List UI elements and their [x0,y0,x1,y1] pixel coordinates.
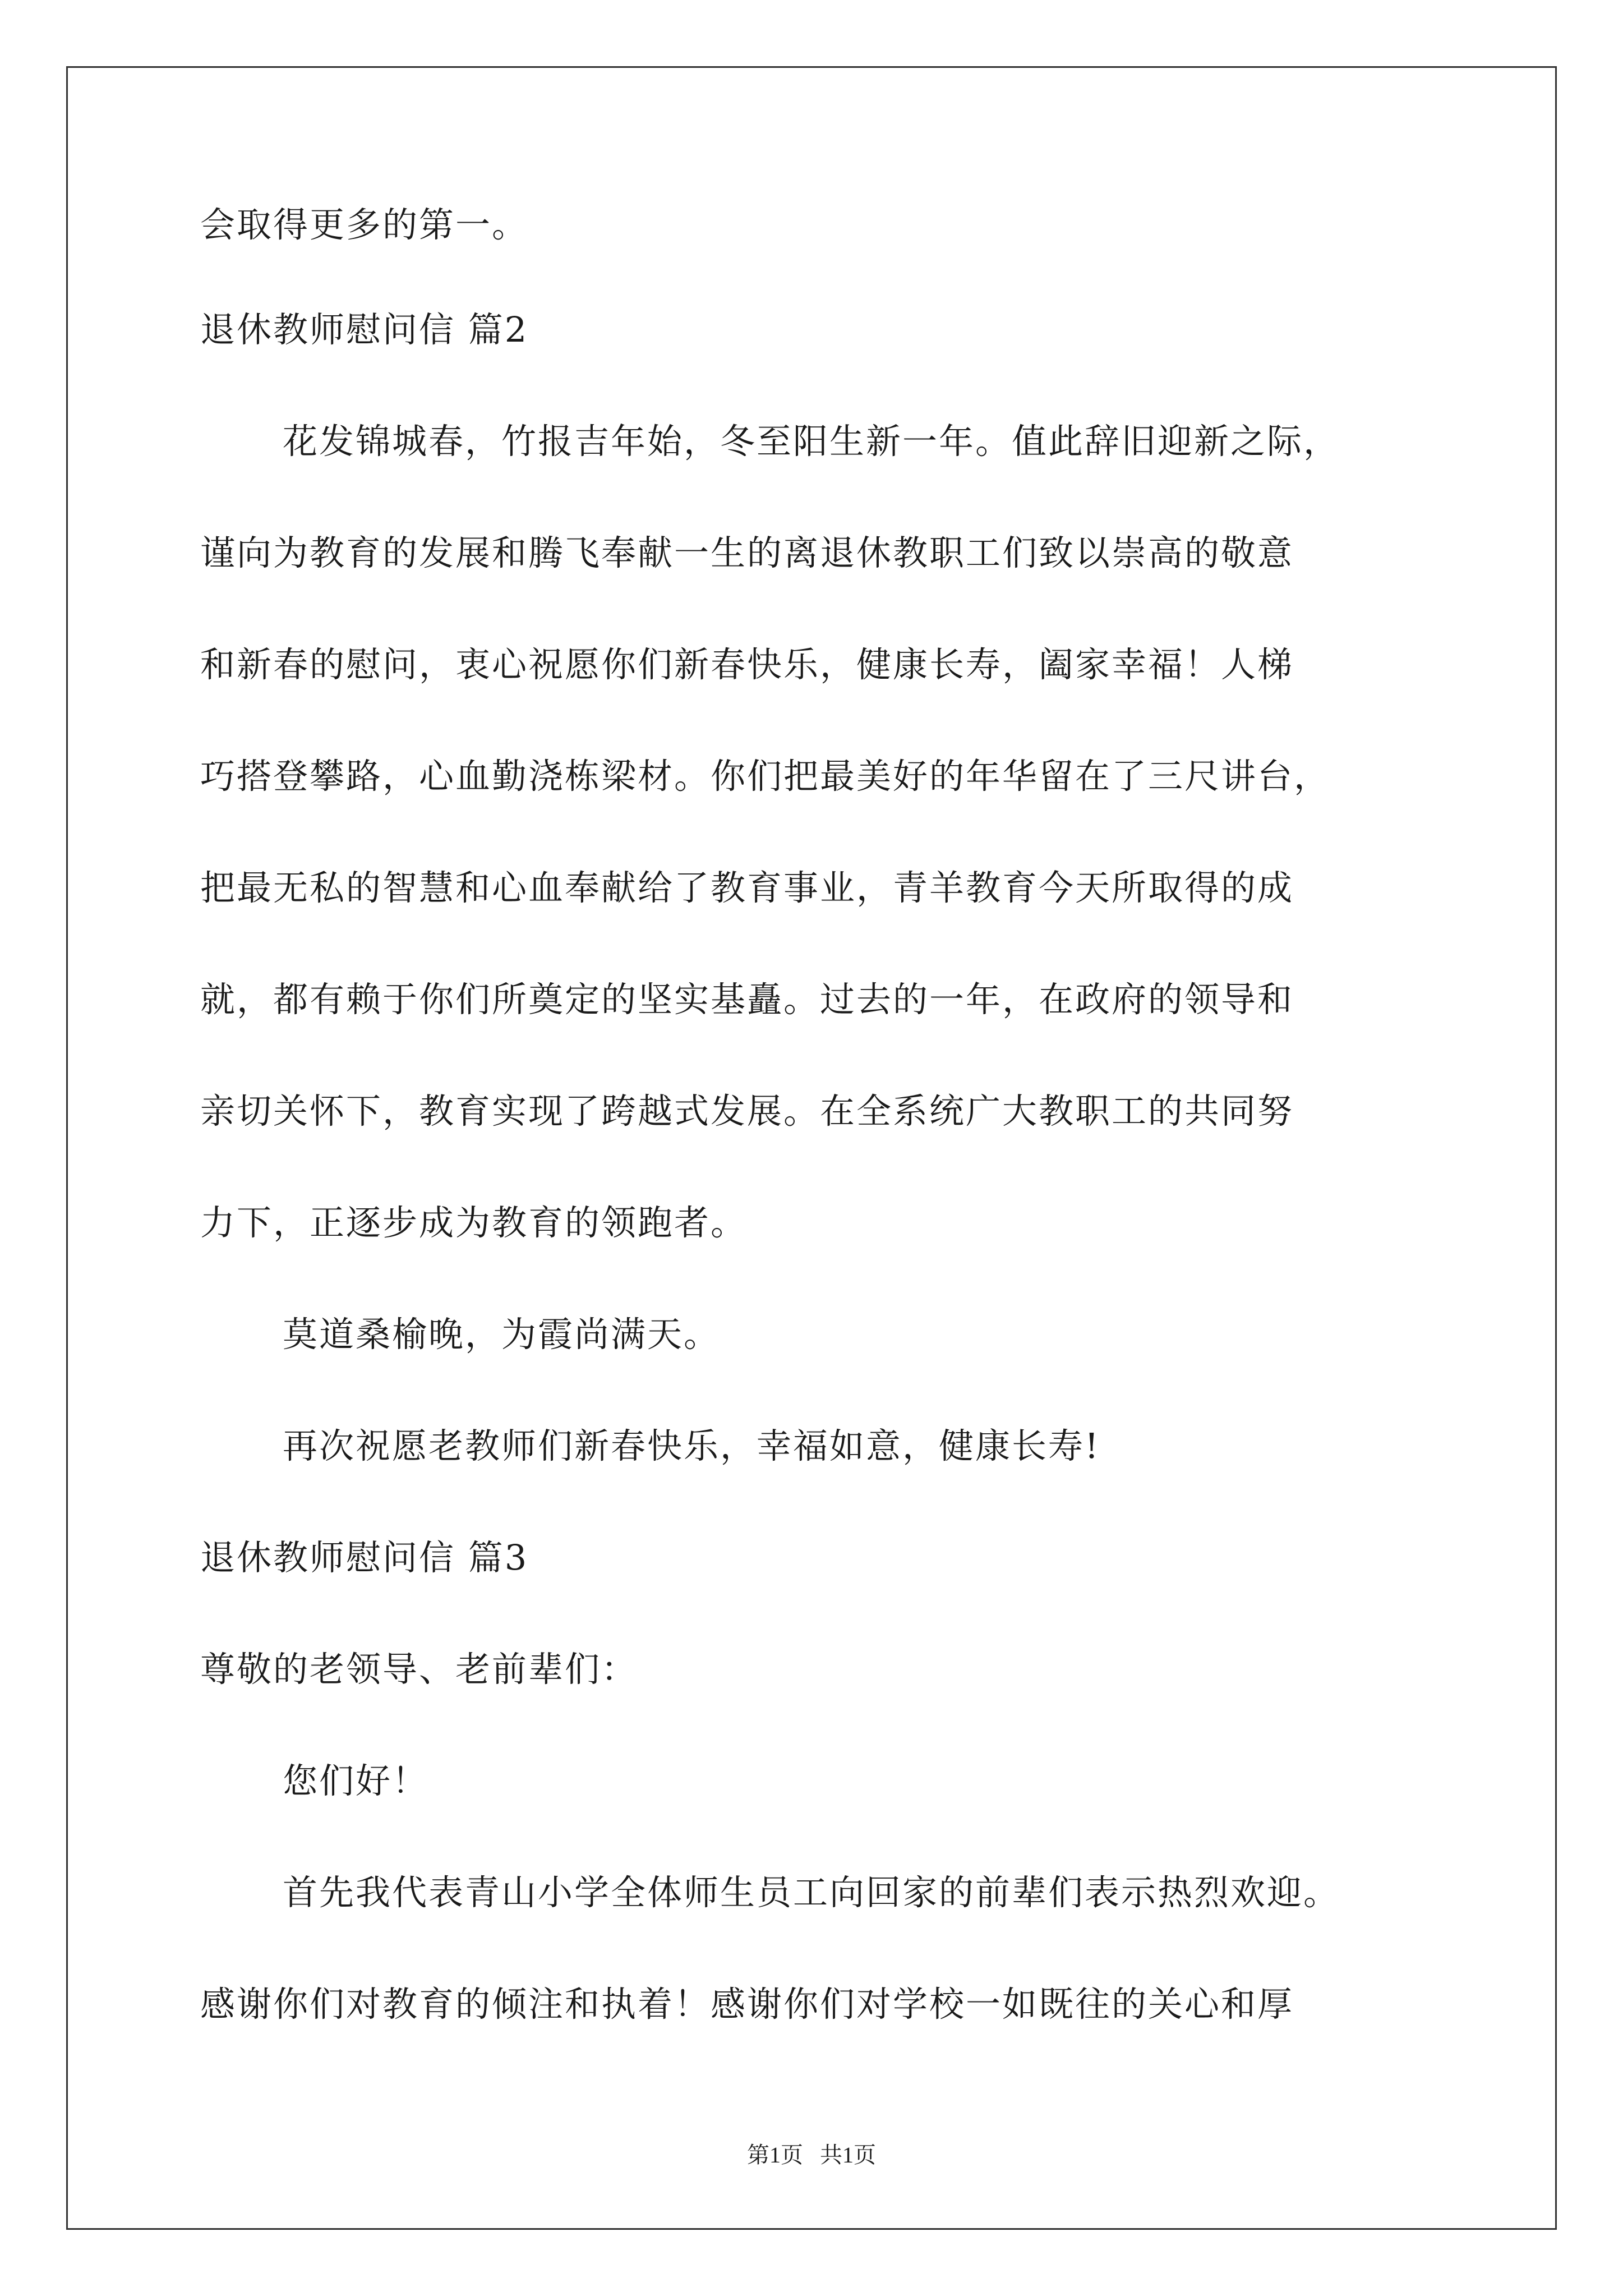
paragraph-line: 首先我代表青山小学全体师生员工向回家的前辈们表示热烈欢迎。 [283,1872,1340,1913]
section-heading: 退休教师慰问信 篇2 [200,309,529,350]
paragraph-line: 会取得更多的第一。 [200,204,529,245]
paragraph-line: 感谢你们对教育的倾注和执着！感谢你们对学校一如既往的关心和厚 [200,1984,1294,2024]
paragraph-line: 莫道桑榆晚，为霞尚满天。 [283,1314,721,1355]
section-heading: 退休教师慰问信 篇3 [200,1537,529,1578]
salutation: 尊敬的老领导、老前辈们： [200,1649,638,1690]
paragraph-line: 力下，正逐步成为教育的领跑者。 [200,1202,748,1243]
paragraph-line: 巧搭登攀路，心血勤浇栋梁材。你们把最美好的年华留在了三尺讲台， [200,756,1331,797]
paragraph-line: 亲切关怀下，教育实现了跨越式发展。在全系统广大教职工的共同努 [200,1091,1294,1131]
paragraph-line: 花发锦城春，竹报吉年始，冬至阳生新一年。值此辞旧迎新之际， [283,421,1340,462]
paragraph-line: 把最无私的智慧和心血奉献给了教育事业，青羊教育今天所取得的成 [200,867,1294,908]
paragraph-line: 谨向为教育的发展和腾飞奉献一生的离退休教职工们致以崇高的敬意 [200,532,1294,573]
page-footer: 第1页 共1页 [747,2142,876,2168]
paragraph-line: 和新春的慰问，衷心祝愿你们新春快乐，健康长寿，阖家幸福！人梯 [200,644,1294,685]
greeting: 您们好！ [283,1760,429,1801]
paragraph-line: 就，都有赖于你们所奠定的坚实基矗。过去的一年，在政府的领导和 [200,979,1294,1020]
paragraph-line: 再次祝愿老教师们新春快乐，幸福如意，健康长寿! [283,1425,1100,1466]
